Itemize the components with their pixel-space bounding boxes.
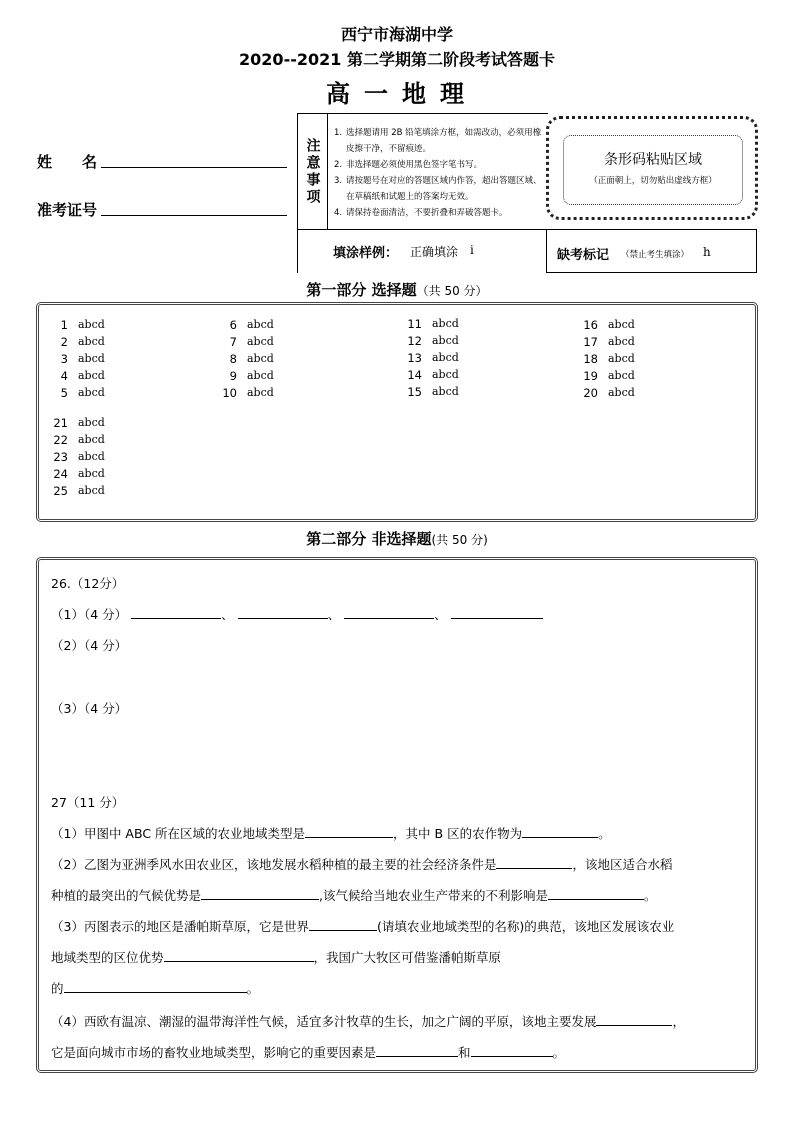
- q27-3-blank-1[interactable]: [309, 918, 377, 931]
- q27-sub1: （1）甲图中 ABC 所在区域的农业地域类型是 ，其中 B 区的农作物为 。: [51, 826, 611, 841]
- mc-question[interactable]: 23 abcd: [53, 449, 105, 464]
- q27-sub4-line1: （4）西欧有温凉、潮湿的温带海洋性气候，适宜多汁牧草的生长，加之广阔的平原，该地主要发展 ，: [51, 1014, 685, 1029]
- subject-title: 高一地理: [326, 80, 478, 108]
- mc-question[interactable]: 24 abcd: [53, 466, 105, 481]
- fill-sample-mark: i: [470, 243, 474, 257]
- q26-1-blank-4[interactable]: [451, 606, 543, 619]
- name-field[interactable]: [101, 167, 287, 168]
- q27-4-blank-3[interactable]: [471, 1044, 553, 1057]
- q26-sub3: （3）（4 分）: [51, 701, 128, 716]
- name-label: 姓 名: [37, 153, 98, 171]
- mc-question[interactable]: 5 abcd: [60, 385, 105, 400]
- q27-sub3-line3: 的 。: [51, 981, 260, 996]
- mc-column-3: [402, 315, 459, 400]
- notice-list: [334, 125, 544, 221]
- mc-question[interactable]: 15 abcd: [407, 384, 459, 399]
- notice-item: 2. 非选择题必须使用黑色签字笔书写。: [334, 160, 483, 170]
- absent-label: 缺考标记: [557, 248, 610, 263]
- q26-1-blank-2[interactable]: [238, 606, 328, 619]
- q27-3-blank-3[interactable]: [64, 980, 247, 993]
- q27-4-blank-2[interactable]: [376, 1044, 458, 1057]
- fill-sample-box: [297, 229, 548, 273]
- mc-column-4: [578, 316, 635, 401]
- q27-3-blank-2[interactable]: [164, 949, 314, 962]
- mc-column-5: [48, 414, 105, 499]
- absent-hint: （禁止考生填涂）: [621, 250, 690, 260]
- mc-column-1: [48, 316, 105, 401]
- absent-mark-box: [546, 229, 757, 273]
- mc-question[interactable]: 20 abcd: [583, 385, 635, 400]
- mc-question[interactable]: 4 abcd: [60, 368, 105, 383]
- absent-checkbox[interactable]: h: [703, 245, 711, 259]
- q27-1-blank-1[interactable]: [305, 825, 393, 838]
- q26-1-blank-1[interactable]: [131, 606, 221, 619]
- part1-score: （共 50 分）: [416, 284, 488, 298]
- q26-1-blank-3[interactable]: [344, 606, 434, 619]
- mc-question[interactable]: 17 abcd: [583, 334, 635, 349]
- multiple-choice-box: [36, 302, 758, 522]
- q27-header: 27（11 分）: [51, 795, 125, 810]
- mc-question[interactable]: 11 abcd: [407, 316, 459, 331]
- mc-question[interactable]: 6 abcd: [229, 317, 274, 332]
- mc-question[interactable]: 9 abcd: [229, 368, 274, 383]
- mc-question[interactable]: 3 abcd: [60, 351, 105, 366]
- exam-id-label: 准考证号: [37, 201, 98, 219]
- mc-question[interactable]: 19 abcd: [583, 368, 635, 383]
- mc-question[interactable]: 10 abcd: [222, 385, 274, 400]
- mc-question[interactable]: 7 abcd: [229, 334, 274, 349]
- part1-title: 第一部分 选择题（共 50 分）: [306, 281, 488, 299]
- fill-sample-value: 正确填涂: [410, 245, 459, 259]
- mc-question[interactable]: 16 abcd: [583, 317, 635, 332]
- notice-title-cell: [298, 114, 328, 229]
- mc-question[interactable]: 22 abcd: [53, 432, 105, 447]
- q27-sub2-line1: （2）乙图为亚洲季风水田农业区，该地发展水稻种植的最主要的社会经济条件是 ，该地区适合水稻: [51, 857, 673, 872]
- barcode-area: [546, 116, 758, 220]
- mc-question[interactable]: 1 abcd: [60, 317, 105, 332]
- notice-item: 1. 选择题请用 2B 铅笔填涂方框，如需改动，必须用橡皮擦干净，不留痕迹。: [334, 128, 542, 154]
- mc-question[interactable]: 18 abcd: [583, 351, 635, 366]
- q27-4-blank-1[interactable]: [596, 1013, 672, 1026]
- notice-item: 3. 请按题号在对应的答题区域内作答，超出答题区域、在草稿纸和试题上的答案均无效。: [334, 176, 542, 202]
- part2-title: 第二部分 非选择题(共 50 分): [306, 530, 488, 548]
- q26-3-answer-area[interactable]: [51, 718, 741, 788]
- q27-2-blank-2[interactable]: [201, 887, 319, 900]
- mc-question[interactable]: 13 abcd: [407, 350, 459, 365]
- barcode-inner-frame: [563, 135, 743, 205]
- q27-2-blank-1[interactable]: [496, 856, 572, 869]
- mc-question[interactable]: 21 abcd: [53, 415, 105, 430]
- q26-header: 26.（12分）: [51, 576, 125, 591]
- exam-id-field[interactable]: [101, 215, 287, 216]
- notice-item: 4. 请保持卷面清洁，不要折叠和弄破答题卡。: [334, 208, 508, 218]
- q27-sub4-line2: 它是面向城市市场的畜牧业地域类型，影响它的重要因素是 和 。: [51, 1045, 566, 1060]
- mc-question[interactable]: 8 abcd: [229, 351, 274, 366]
- q27-sub2-line2: 种植的最突出的气候优势是 ,该气候给当地农业生产带来的不利影响是 。: [51, 888, 657, 903]
- barcode-title: 条形码粘贴区域: [604, 152, 702, 168]
- q27-2-blank-3[interactable]: [548, 887, 644, 900]
- school-name: 西宁市海湖中学: [340, 25, 453, 44]
- mc-question[interactable]: 2 abcd: [60, 334, 105, 349]
- mc-question[interactable]: 14 abcd: [407, 367, 459, 382]
- notice-title: 注意事项: [304, 137, 321, 206]
- q27-1-blank-2[interactable]: [522, 825, 598, 838]
- fill-sample-label: 填涂样例：: [333, 246, 399, 261]
- part2-score: (共 50 分): [431, 533, 488, 547]
- q26-sub2: （2）（4 分）: [51, 638, 128, 653]
- exam-title: 2020--2021 第二学期第二阶段考试答题卡: [239, 50, 555, 69]
- q27-sub3-line1: （3）丙图表示的地区是潘帕斯草原，它是世界 (请填农业地域类型的名称)的典范，该地区发展该农业: [51, 919, 675, 934]
- q27-sub3-line2: 地域类型的区位优势 ，我国广大牧区可借鉴潘帕斯草原: [51, 950, 502, 965]
- barcode-hint: （正面朝上，切勿贴出虚线方框）: [589, 176, 717, 186]
- q26-sub1: （1）（4 分） 、 、 、: [51, 605, 543, 623]
- mc-question[interactable]: 12 abcd: [407, 333, 459, 348]
- q26-2-answer-area[interactable]: [51, 655, 741, 695]
- mc-column-2: [217, 316, 274, 401]
- notice-box: [297, 113, 548, 230]
- mc-question[interactable]: 25 abcd: [53, 483, 105, 498]
